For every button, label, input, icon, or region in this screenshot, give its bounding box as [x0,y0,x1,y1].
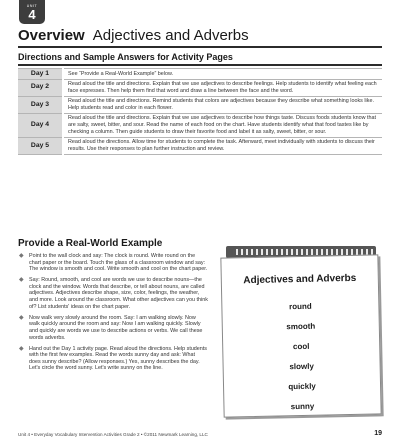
directions-rule [18,64,382,66]
chart-word: slowly [289,361,314,372]
day-table [18,68,382,155]
diamond-bullet-icon: ◆ [19,314,24,321]
diamond-bullet-icon: ◆ [19,277,24,284]
chart-paper-sheet [220,254,381,417]
day-text: Read aloud the title and directions. Explain that we use adjectives to describe feelings. Help students to identify what feeling each face expresses. Then help them find that word and draw a line between the face and the word. [63,79,382,96]
list-item [18,253,208,273]
list-item [18,315,208,341]
day-label: Day 2 [18,79,63,96]
day-row [18,96,382,113]
day-label: Day 1 [18,69,63,80]
chart-word: cool [292,341,310,352]
day-row [18,113,382,137]
day-label: Day 4 [18,113,63,137]
page-title: Overview [18,27,85,44]
day-row [18,69,382,80]
header-rule [18,46,382,48]
bullet-text: Say: Round, smooth, and cool are words we use to describe nouns—the clock and the window. Words that describe, or tell about nouns, are called adjectives. Adjectives describe shape, size, color, feelings, the weather, and more. Look around the classroom. What other adjectives can you think of? List students' ideas on the chart paper. [29,277,208,310]
chart-word: round [288,301,312,312]
list-item [18,277,208,310]
page-subtitle: Adjectives and Adverbs [92,27,249,44]
unit-number: 4 [28,7,36,22]
chart-word: smooth [286,321,316,332]
day-label: Day 5 [18,137,63,154]
unit-label: UNIT [26,4,38,8]
day-text: See “Provide a Real-World Example” below. [63,69,382,80]
page-footer: Unit 4 • Everyday Vocabulary Intervention Activities Grade 2 • ©2011 Newmark Learning, LLC [18,432,208,437]
diamond-bullet-icon: ◆ [19,345,24,352]
bullet-text: Point to the wall clock and say: The clock is round. Write round on the chart paper or the board. Touch the glass of a classroom window and say: The window is smooth and cool. Write smooth and cool on the chart paper. [29,253,208,273]
day-row [18,79,382,96]
page-header [18,27,382,45]
bullet-text: Hand out the Day 1 activity page. Read aloud the directions. Help students with the first few examples. Read the words sunny day and ask: What does sunny describe? (Allow responses.) Yes, sunny describes the day. Let's circle the word sunny. Let's write sunny on the line. [29,345,207,372]
directions-heading: Directions and Sample Answers for Activity Pages [18,52,233,62]
list-item [18,346,208,372]
chart-word: quickly [288,381,316,392]
day-text: Read aloud the title and directions. Explain that we use adjectives to describe how things taste. Discuss foods students know that are salty, sweet, bitter, and sour. Read the name of each food on the chart. Have students identify what that food tastes like by checking a column. Then guide students to draw their favorite food and label it as salty, sweet, bitter, or sour. [63,113,382,137]
day-label: Day 3 [18,96,63,113]
day-text: Read aloud the title and directions. Remind students that colors are adjectives because they describe what something looks like. Help students read and color in each flower. [63,96,382,113]
day-row [18,137,382,154]
real-world-heading: Provide a Real-World Example [18,238,163,249]
day-text: Read aloud the directions. Allow time for students to complete the task. Afterward, meet individually with students to discuss their results. Use their responses to plan further instruction and review. [63,137,382,154]
chart-paper-illustration [222,246,380,416]
page-number: 19 [374,430,382,437]
unit-badge [19,0,45,24]
diamond-bullet-icon: ◆ [19,253,24,259]
chart-word: sunny [290,401,315,412]
bullet-text: Now walk very slowly around the room. Say: I am walking slowly. Now walk quickly around the room and say: Now I am walking quickly. Slowly and quickly are words we use to describe actions or verbs. We call these words adverbs. [29,314,203,341]
chart-paper-title: Adjectives and Adverbs [243,272,357,287]
example-bullet-list [18,253,208,377]
